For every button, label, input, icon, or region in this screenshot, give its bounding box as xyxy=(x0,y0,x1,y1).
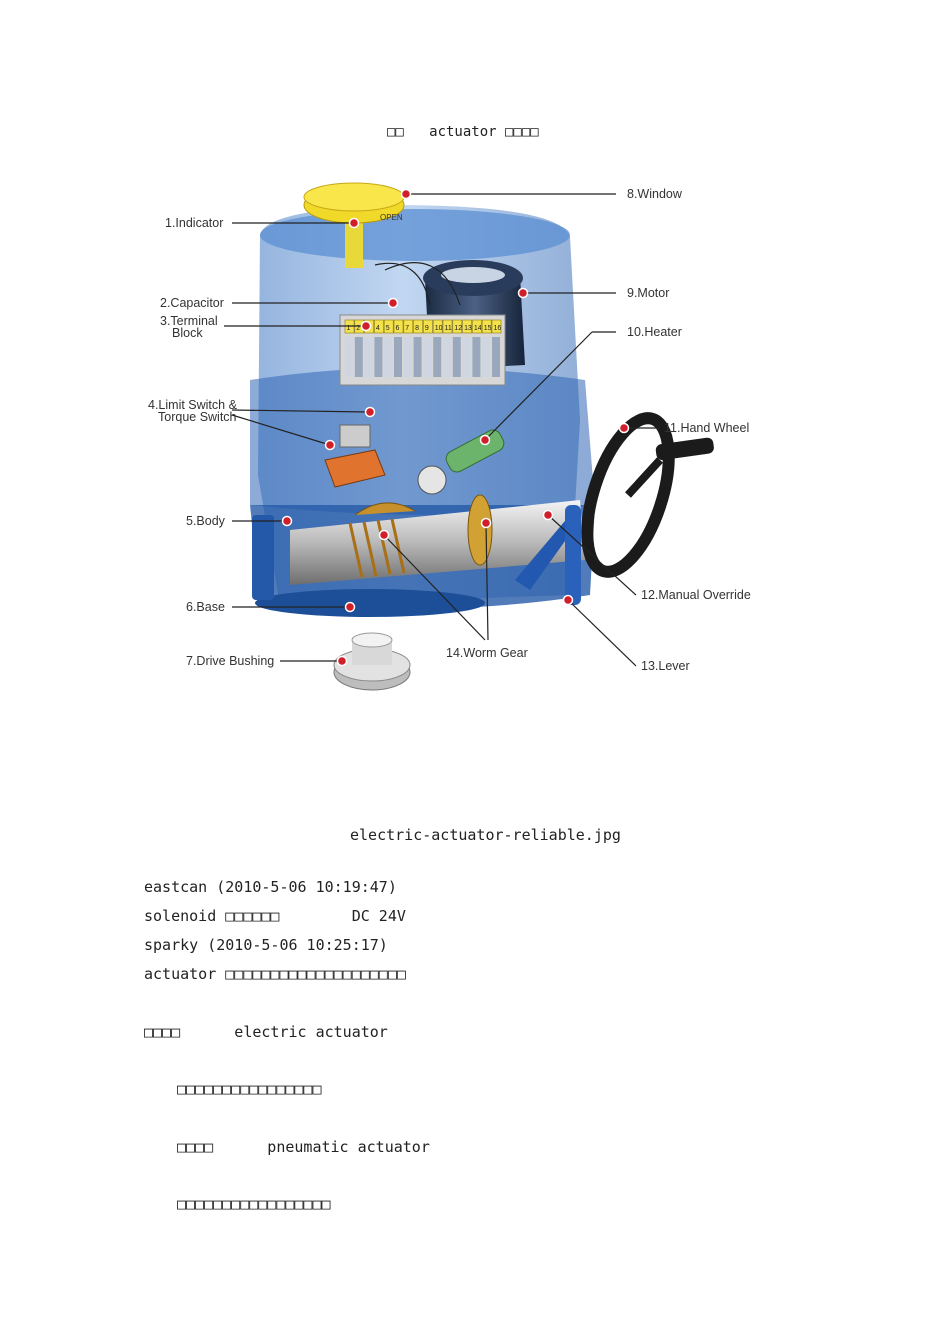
figure-caption: electric-actuator-reliable.jpg xyxy=(350,826,621,844)
label-heater: 10.Heater xyxy=(627,325,682,339)
text-line-8: □□□□□□□□□□□□□□□□□ xyxy=(177,1195,331,1213)
terminal-number: 16 xyxy=(493,325,502,332)
text-line-6: □□□□□□□□□□□□□□□□ xyxy=(177,1080,322,1098)
terminal-slot xyxy=(384,337,392,377)
terminal-number: 15 xyxy=(483,325,492,332)
terminal-number: 10 xyxy=(434,325,443,332)
label-worm-gear: 14.Worm Gear xyxy=(446,646,528,660)
text-line-1: eastcan (2010-5-06 10:19:47) xyxy=(144,878,397,896)
label-motor: 9.Motor xyxy=(627,286,670,300)
text-line-2: solenoid □□□□□□ DC 24V xyxy=(144,907,406,925)
terminal-slot xyxy=(463,337,471,377)
terminal-slot xyxy=(404,337,412,377)
terminal-number: 1 xyxy=(346,325,351,332)
terminal-number: 4 xyxy=(375,325,380,332)
text-line-4: actuator □□□□□□□□□□□□□□□□□□□□ xyxy=(144,965,406,983)
label-capacitor: 2.Capacitor xyxy=(160,296,224,310)
terminal-number: 5 xyxy=(385,325,390,332)
terminal-slot xyxy=(492,337,500,377)
terminal-number: 6 xyxy=(395,325,400,332)
terminal-slot xyxy=(472,337,480,377)
terminal-number: 7 xyxy=(405,325,410,332)
label-lever: 13.Lever xyxy=(641,659,690,673)
terminal-slot xyxy=(482,337,490,377)
terminal-slot xyxy=(453,337,461,377)
terminal-slot xyxy=(374,337,382,377)
terminal-slot xyxy=(414,337,422,377)
label-terminal-block-2: Block xyxy=(172,326,203,340)
label-manual-override: 12.Manual Override xyxy=(641,588,751,602)
label-drive-bushing: 7.Drive Bushing xyxy=(186,654,275,668)
terminal-number: 9 xyxy=(424,325,429,332)
label-limit-switch: 4.Limit Switch & xyxy=(148,398,237,412)
terminal-slot xyxy=(394,337,402,377)
terminal-number: 14 xyxy=(473,325,482,332)
text-line-3: sparky (2010-5-06 10:25:17) xyxy=(144,936,388,954)
label-hand-wheel: 11.Hand Wheel xyxy=(664,421,750,435)
text-line-5: □□□□ electric actuator xyxy=(144,1023,388,1041)
label-indicator: 1.Indicator xyxy=(165,216,224,230)
label-torque-switch: Torque Switch xyxy=(158,410,237,424)
text-line-7: □□□□ pneumatic actuator xyxy=(177,1138,430,1156)
label-base: 6.Base xyxy=(186,600,225,614)
label-body: 5.Body xyxy=(186,514,225,528)
terminal-number: 8 xyxy=(415,325,420,332)
terminal-slot xyxy=(355,337,363,377)
actuator-diagram xyxy=(140,175,780,710)
terminal-number: 12 xyxy=(454,325,463,332)
terminal-number: 2 xyxy=(356,325,361,332)
terminal-slot xyxy=(443,337,451,377)
terminal-slot xyxy=(345,337,353,377)
document-title: □□ actuator □□□□ xyxy=(387,124,539,140)
terminal-number: 11 xyxy=(444,325,452,332)
indicator-open-text: OPEN xyxy=(380,213,403,222)
terminal-slot xyxy=(365,337,373,377)
terminal-slot xyxy=(433,337,441,377)
label-window: 8.Window xyxy=(627,187,682,201)
label-terminal-block: 3.Terminal xyxy=(160,314,218,328)
terminal-number: 13 xyxy=(464,325,472,332)
terminal-slot xyxy=(423,337,431,377)
